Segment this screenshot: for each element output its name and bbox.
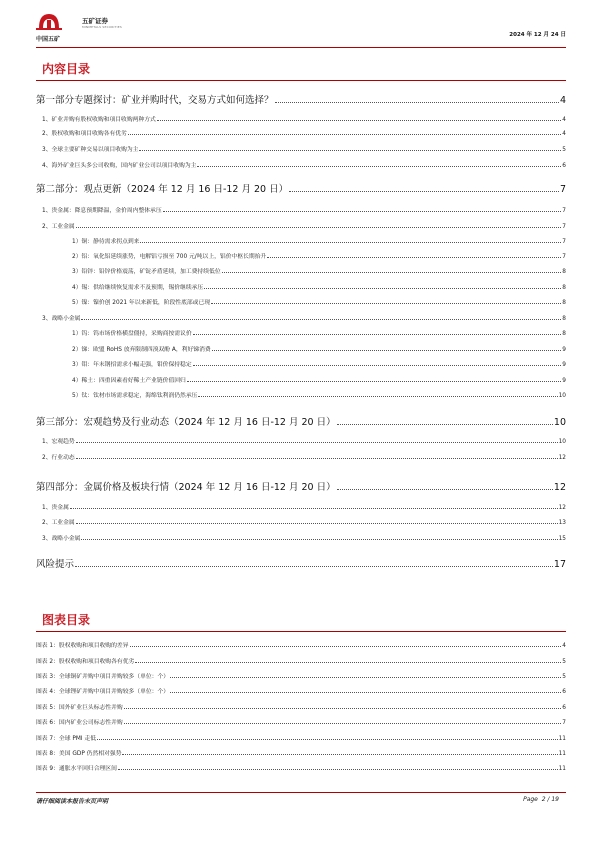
page-header bbox=[36, 10, 566, 50]
toc-entry[interactable] bbox=[72, 251, 566, 260]
footer-disclaimer: 请仔细阅读本报告末页声明 bbox=[36, 798, 109, 805]
header-divider bbox=[36, 47, 566, 48]
toc-leader-dots bbox=[212, 350, 562, 351]
figure-entry-page: 6 bbox=[562, 705, 566, 711]
figure-entry-page: 11 bbox=[558, 736, 566, 742]
figure-leader-dots bbox=[97, 739, 558, 740]
toc-leader-dots bbox=[198, 396, 557, 397]
toc-entry[interactable] bbox=[42, 452, 566, 461]
toc-leader-dots bbox=[289, 191, 559, 192]
toc-leader-dots bbox=[76, 442, 558, 443]
figure-entry-label: 图表 2：股权收购和项目收购各有优劣 bbox=[36, 659, 135, 665]
toc-entry-page: 7 bbox=[559, 184, 566, 195]
toc-leader-dots bbox=[275, 102, 559, 103]
figure-entry-page: 11 bbox=[558, 766, 566, 772]
toc-leader-dots bbox=[81, 319, 561, 320]
toc-entry-label: 2、工业金属 bbox=[42, 224, 75, 230]
toc-entry-page: 6 bbox=[562, 163, 566, 169]
toc-entry[interactable] bbox=[72, 375, 566, 384]
figure-entry[interactable] bbox=[36, 686, 566, 695]
toc-entry-label: 2）铝：氧化铝延续涨势，电解铝亏损至 700 元/吨以上，铝价中枢长期抬升 bbox=[72, 254, 267, 260]
toc-entry-page: 9 bbox=[562, 378, 566, 384]
toc-leader-dots bbox=[187, 381, 561, 382]
toc-entry-label: 2、行业动态 bbox=[42, 455, 75, 461]
minmetals-logo-icon bbox=[36, 10, 62, 30]
toc-entry-page: 10 bbox=[553, 417, 566, 428]
toc-entry-label: 1、矿业并购有股权收购和项目收购两种方式 bbox=[42, 117, 156, 123]
figure-entry-page: 4 bbox=[562, 643, 566, 649]
toc-entry-page: 15 bbox=[558, 536, 566, 542]
toc-leader-dots bbox=[157, 120, 561, 121]
figure-entry-label: 图表 5：国外矿业巨头标志性并购 bbox=[36, 705, 123, 711]
figure-entry-label: 图表 6：国内矿业公司标志性并购 bbox=[36, 720, 123, 726]
toc-leader-dots bbox=[76, 227, 562, 228]
toc-leader-dots bbox=[204, 288, 561, 289]
toc-leader-dots bbox=[337, 489, 553, 490]
toc-entry-page: 8 bbox=[562, 316, 566, 322]
toc-entry-page: 4 bbox=[562, 117, 566, 123]
figure-leader-dots bbox=[124, 708, 562, 709]
toc-entry-label: 2、工业金属 bbox=[42, 520, 75, 526]
toc-entry[interactable] bbox=[72, 359, 566, 368]
figure-entry[interactable] bbox=[36, 671, 566, 680]
figure-entry-label: 图表 4：全球锂矿并购中项目并购较多（单位：个） bbox=[36, 689, 170, 695]
toc-leader-dots bbox=[211, 303, 561, 304]
toc-entry-page: 13 bbox=[558, 520, 566, 526]
toc-entry-label: 第二部分：观点更新（2024 年 12 月 16 日-12 月 20 日） bbox=[36, 184, 289, 195]
figure-entry[interactable] bbox=[36, 763, 566, 772]
toc-entry-page: 8 bbox=[562, 331, 566, 337]
figure-leader-dots bbox=[124, 723, 562, 724]
toc-entry-label: 第三部分：宏观趋势及行业动态（2024 年 12 月 16 日-12 月 20 日） bbox=[36, 417, 336, 428]
toc-entry[interactable] bbox=[72, 236, 566, 245]
toc-entry[interactable] bbox=[42, 517, 566, 526]
toc-entry[interactable] bbox=[42, 502, 566, 511]
toc-leader-dots bbox=[197, 166, 561, 167]
toc-entry-page: 10 bbox=[558, 393, 566, 399]
figure-leader-dots bbox=[130, 646, 562, 647]
toc-entry[interactable] bbox=[42, 436, 566, 445]
page-number: 2 / 19 bbox=[541, 796, 559, 803]
company-name: 中国五矿 bbox=[36, 36, 61, 43]
toc-entry-label: 3、战略小金属 bbox=[42, 316, 81, 322]
toc-entry[interactable] bbox=[42, 205, 566, 214]
toc-entry-page: 8 bbox=[562, 300, 566, 306]
figures-title: 图表目录 bbox=[42, 613, 91, 627]
toc-entry[interactable] bbox=[42, 533, 566, 542]
figure-leader-dots bbox=[118, 769, 558, 770]
figure-entry-page: 5 bbox=[562, 659, 566, 665]
toc-entry-page: 8 bbox=[562, 269, 566, 275]
figure-entry[interactable] bbox=[36, 733, 566, 742]
toc-entry-label: 1、贵金属：降息预期降温，金价周内整体承压 bbox=[42, 208, 162, 214]
toc-entry[interactable] bbox=[72, 266, 566, 275]
footer-divider bbox=[36, 792, 566, 793]
toc-entry-label: 4、海外矿业巨头多公司收购，国内矿业公司以项目收购为主 bbox=[42, 163, 197, 169]
toc-leader-dots bbox=[193, 334, 562, 335]
toc-leader-dots bbox=[337, 424, 553, 425]
toc-entry[interactable] bbox=[42, 221, 566, 230]
toc-entry-label: 风险提示 bbox=[36, 559, 75, 570]
toc-entry-page: 7 bbox=[562, 239, 566, 245]
page-label: Page bbox=[523, 796, 538, 803]
figure-entry-label: 图表 7：全球 PMI 走低 bbox=[36, 736, 97, 742]
figure-entry[interactable] bbox=[36, 640, 566, 649]
toc-entry-page: 10 bbox=[558, 439, 566, 445]
toc-leader-dots bbox=[139, 150, 561, 151]
toc-entry[interactable] bbox=[72, 390, 566, 399]
toc-entry-page: 17 bbox=[553, 559, 566, 570]
figure-entry-page: 6 bbox=[562, 689, 566, 695]
figures-title-divider bbox=[36, 631, 566, 632]
toc-entry-page: 7 bbox=[562, 254, 566, 260]
toc-leader-dots bbox=[76, 458, 558, 459]
toc-entry-label: 2、股权收购和项目收购各有优劣 bbox=[42, 131, 127, 137]
contents-title-divider bbox=[36, 80, 566, 81]
toc-entry-page: 7 bbox=[562, 224, 566, 230]
toc-entry-label: 3）铅锌：铅锌价格震荡，矿锭矛盾延续，加工费持续低位 bbox=[72, 269, 221, 275]
toc-leader-dots bbox=[76, 523, 558, 524]
toc-entry[interactable] bbox=[36, 181, 566, 195]
toc-entry[interactable] bbox=[42, 128, 566, 137]
toc-entry[interactable] bbox=[72, 282, 566, 291]
report-date: 2024 年 12 月 24 日 bbox=[509, 32, 566, 38]
toc-entry-page: 12 bbox=[558, 505, 566, 511]
figure-entry-label: 图表 1：股权收购和项目收购的差异 bbox=[36, 643, 129, 649]
toc-leader-dots bbox=[128, 134, 561, 135]
toc-entry-label: 1）铜：静待需求拐点到来 bbox=[72, 239, 140, 245]
toc-entry-page: 4 bbox=[562, 131, 566, 137]
figure-leader-dots bbox=[135, 662, 561, 663]
toc-leader-dots bbox=[222, 272, 562, 273]
toc-entry[interactable] bbox=[36, 414, 566, 428]
toc-leader-dots bbox=[70, 508, 558, 509]
figure-entry-label: 图表 3：全球铜矿并购中项目并购较多（单位：个） bbox=[36, 674, 170, 680]
figure-entry-label: 图表 9：通胀水平回归合理区间 bbox=[36, 766, 117, 772]
toc-entry-page: 12 bbox=[553, 482, 566, 493]
toc-entry-page: 12 bbox=[558, 455, 566, 461]
toc-entry-label: 5）钛：钛材市场需求稳定，海绵钛利润仍然承压 bbox=[72, 393, 198, 399]
figure-entry[interactable] bbox=[36, 656, 566, 665]
figure-leader-dots bbox=[170, 677, 561, 678]
toc-entry[interactable] bbox=[42, 313, 566, 322]
toc-entry-page: 5 bbox=[562, 147, 566, 153]
brand-name: 五矿证券 bbox=[82, 17, 108, 25]
contents-title: 内容目录 bbox=[42, 62, 91, 76]
toc-entry-label: 1）钨：钨市场价格横盘僵持，采购商按需议价 bbox=[72, 331, 192, 337]
toc-entry-page: 7 bbox=[562, 208, 566, 214]
toc-leader-dots bbox=[75, 566, 553, 567]
toc-entry-page: 4 bbox=[559, 95, 566, 106]
figure-entry[interactable] bbox=[36, 748, 566, 757]
figure-entry[interactable] bbox=[36, 717, 566, 726]
toc-entry-label: 3）钼：年末钢招需求小幅走强，钼价保持稳定 bbox=[72, 362, 192, 368]
toc-entry-label: 4）锡：供给继续恢复需求不及预期，锡价继续承压 bbox=[72, 285, 204, 291]
toc-entry-page: 8 bbox=[562, 285, 566, 291]
toc-leader-dots bbox=[81, 539, 557, 540]
brand-subtitle: MINMETALS SECURITIES bbox=[82, 25, 122, 29]
toc-entry[interactable] bbox=[42, 144, 566, 153]
figure-leader-dots bbox=[170, 692, 561, 693]
toc-entry[interactable] bbox=[36, 92, 566, 106]
toc-entry-page: 9 bbox=[562, 347, 566, 353]
toc-entry[interactable] bbox=[72, 328, 566, 337]
figure-entry-page: 7 bbox=[562, 720, 566, 726]
toc-entry[interactable] bbox=[36, 479, 566, 493]
figure-leader-dots bbox=[122, 754, 557, 755]
toc-leader-dots bbox=[267, 257, 561, 258]
toc-leader-dots bbox=[140, 242, 561, 243]
toc-entry[interactable] bbox=[72, 297, 566, 306]
toc-entry[interactable] bbox=[72, 344, 566, 353]
footer-page bbox=[523, 796, 559, 803]
toc-entry-label: 1、贵金属 bbox=[42, 505, 69, 511]
toc-entry-label: 第四部分：金属价格及板块行情（2024 年 12 月 16 日-12 月 20 日） bbox=[36, 482, 336, 493]
toc-entry-page: 9 bbox=[562, 362, 566, 368]
toc-entry[interactable] bbox=[42, 160, 566, 169]
toc-entry-label: 第一部分专题探讨：矿业并购时代，交易方式如何选择？ bbox=[36, 95, 274, 106]
figure-entry-page: 5 bbox=[562, 674, 566, 680]
toc-entry-label: 1、宏观趋势 bbox=[42, 439, 75, 445]
toc-entry[interactable] bbox=[36, 556, 566, 570]
toc-leader-dots bbox=[163, 211, 562, 212]
figure-entry[interactable] bbox=[36, 702, 566, 711]
toc-entry-label: 2）锑：欧盟 RoHS 放弃限制四溴双酚 A，利好锑消费 bbox=[72, 347, 211, 353]
toc-entry-label: 3、全球主要矿种交易以项目收购为主 bbox=[42, 147, 139, 153]
toc-leader-dots bbox=[193, 365, 562, 366]
toc-entry-label: 4）稀土：四重因素看好稀土产业链价值回归 bbox=[72, 378, 186, 384]
toc-entry[interactable] bbox=[42, 114, 566, 123]
figure-entry-page: 11 bbox=[558, 751, 566, 757]
figure-entry-label: 图表 8：美国 GDP 仍然相对强势 bbox=[36, 751, 122, 757]
toc-entry-label: 5）镍：镍价创 2021 年以来新低，阶段性底部或已现 bbox=[72, 300, 211, 306]
toc-entry-label: 3、战略小金属 bbox=[42, 536, 81, 542]
